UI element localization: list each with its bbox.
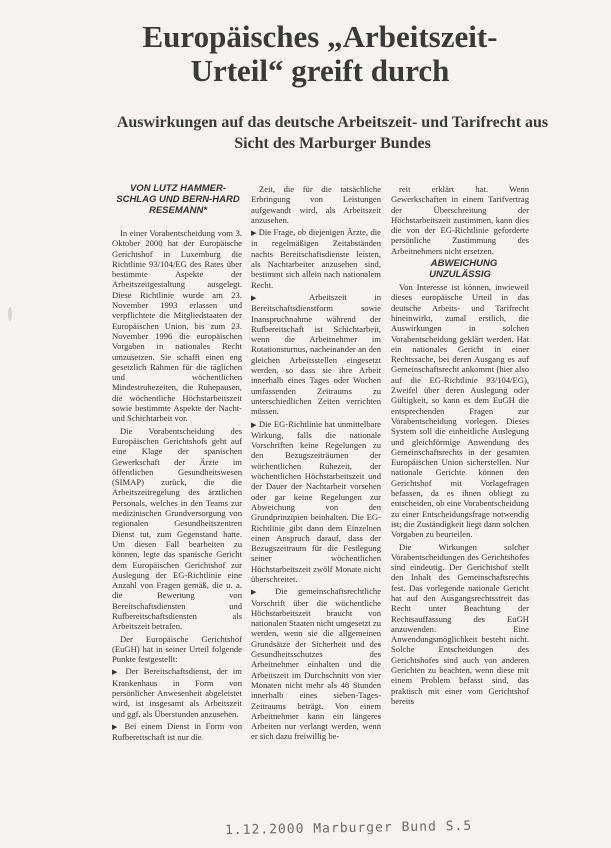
body-paragraph: Die Vorabentscheidung des Europäischen Gerichtshofs geht auf eine Klage der spanischen Gewerkschaft der Ärzte im öffentlichen Gesundheitswesen (SIMAP) zurück, die die Arbeitszeitregelung des ärztlichen Personals, welches in den Teams zur medizinischen Grundversorgung von regionalen Gesundheitszentren Dienst tut, zum Gegenstand hatte. Um diesen Fall bearbeiten zu können, legte das spanische Gericht dem Europäischen Gerichtshof zur Auslegung der EG-Richtlinie eine Anzahl von Fragen gemäß, die u. a. die Bewertung von Bereitschaftsdiensten und Rufbereitschaftsdiensten als Arbeitszeit betrafen. [112,425,242,632]
punch-hole-mark [8,307,12,321]
article-subtitle [60,112,605,154]
bullet-paragraph: ▶ Die gemeinschaftsrechtliche Vorschrift über die wöchentliche Höchstarbeitszeit braucht von nationalen Staaten nicht umgesetzt zu werden, wenn sie die allgemeinen Grundsätze der Sicherheit und des Gesundheitsschutzes des Arbeitnehmer einhalten und die Arbeitszeit im Durchschnitt von vier Monaten nicht mehr als 48 Stunden innerhalb eines sieben-Tages-Zeitraums beträgt. Von einem Arbeitnehmer kann ein längeres Arbeiten nur verlangt werden, wenn er sich dazu freiwillig be- [251,586,381,741]
body-paragraph: Die Wirkungen solcher Vorabentscheidungen des Gerichtshofes sind eindeutig. Der Gerichtshof stellt den Inhalt des Gemeinschaftsrechts fest. Das vorlegende nationale Gericht hat auf den Ausgangsrechtsstreit das Recht unter Beachtung der Rechtsauffassung des EuGH anzuwenden. Eine Anwendungsmöglichkeit besteht nicht. Solche Entscheidungen des Gerichtshofes sind auch von anderen Gerichten zu beachten, wenn diese mit einem Problem befasst sind, das praktisch mit einer vom Gerichtshof bereits [391,541,529,706]
subtitle-line-1: Auswirkungen auf das deutsche Arbeitszeit- und Tarifrecht aus [116,114,549,131]
bullet-paragraph: ▶ Der Bereitschaftsdienst, der im Krankenhaus in Form von persönlicher Anwesenheit abgeleistet wird, ist insgesamt als Arbeitszeit und ggf. als Überstunden anzusehen. [112,666,242,718]
body-paragraph: Von Interesse ist können, inwieweil dieses europäische Urteil in das deutsche Arbeits- und Tarifrecht hineinwirkt, zumal erstlich, die Auswirkungen in solchen Vorabentscheidung geklärt werden. Hat ein nationales Gericht in einer Rechtssache, bei deren Ausgang es auf Gemeinschaftsrecht ankommt (hier also auf die EG-Richtlinie 93/104/EG), Zweifel über deren Auslegung oder Gültigkeit, so kann es dem EuGH die entsprechenden Fragen zur Vorabentscheidung vorlegen. Dieses System soll die einheitliche Auslegung und gleichförmige Anwendung des Gemeinschaftsrechts in der gesamten Europäischen Union sicherstellen. Nur nationale Gerichte können den Gerichtshof mit Vorlagefragen befassen, da es ihnen obliegt zu entscheiden, ob eine Vorabentscheidung zu einer Entscheidungsfrage notwendig ist; die Zuständigkeit liegt dann solchen Vorgaben zu beurteilen. [391,282,529,540]
article-title [40,20,600,88]
handwritten-source-note: 1.12.2000 Marburger Bund S.5 [224,818,473,839]
title-line-1: Europäisches „Arbeitszeit- [142,19,498,54]
article-column-3 [391,184,529,840]
body-paragraph: reit erklärt hat. Wenn Gewerkschaften in einem Tarifvertrag der Überschreitung der Höchstarbeitszeit zustimmen, kann dies die von der EG-Richtlinie geforderte persönliche Zustimmung des Arbeitnehmers nicht ersetzen. [391,184,529,256]
article-column-1 [112,228,242,840]
bullet-paragraph: ▶ Die Frage, ob diejenigen Ärzte, die in regelmäßigen Zeitabständen nachts Bereitschaftsdienste leisten, als Nachtarbeiter anzusehen sind, bestimmt sich allein nach nationalem Recht. [251,227,381,290]
subtitle-line-2: Sicht des Marburger Bundes [234,135,431,152]
bullet-paragraph: ▶ Die EG-Richtlinie hat unmittelbare Wirkung, falls die nationale Vorschriften keine Regelungen zu den Bezugszeiträumen der wöchentlichen Ruhezeit, der wöchentlichen Höchstarbeitszeit und der Dauer der Nachtarbeit vorsehen oder gar keine Regelungen zur Abweichung von den Grundprinzipien beinhalten. Die EG-Richtlinie gibt dann dem Einzelnen einen Anspruch darauf, dass der Bezugszeitraum für die Festlegung seiner wöchentlichen Höchstarbeitszeit zwölf Monate nicht überschreitet. [251,419,381,585]
section-heading: ABWEICHUNG UNZULÄSSIG [429,258,498,281]
bullet-paragraph: ▶ Bei einem Dienst in Form von Rufbereitschaft ist nur die [112,721,242,743]
article-column-2 [251,184,381,840]
body-paragraph: In einer Vorabentscheidung vom 3. Oktober 2000 hat der Europäische Gerichtshof in Luxemburg die Richtlinie 93/104/EG des Rates über bestimmte Aspekte der Arbeitszeitgestaltung ausgelegt. Diese Richtlinie wurde am 23. November 1993 erlassen und verpflichtete die Mitgliedstaaten der Europäischen Union, bis zum 23. November 1996 die europäischen Vorgaben in nationales Recht umzusetzen. Sie schafft einen eng gesetzlich Rahmen für die täglichen und wöchentlichen Mindestruhezeiten, die Ruhepausen, die wöchentliche Höchstarbeitszeit sowie bestimmte Aspekte der Nacht- und Schichtarbeit vor. [112,228,242,424]
title-line-2: Urteil“ greift durch [190,53,450,88]
bullet-paragraph: ▶ Arbeitszeit in Bereitschaftsdienstform sowie Inanspruchnahme während der Rufbereitschaft ist Schichtarbeit, wenn die Arbeitnehmer im Rotationsturnus, nacheinander an den gleichen Arbeitsstellen eingesetzt werden, so dass sie ihre Arbeit innerhalb eines Tages oder Wochen umfassenden Zeitraums zu unterschiedlichen Zeiten verrichten müssen. [251,292,381,417]
body-paragraph: Der Europäische Gerichtshof (EuGH) hat in seiner Urteil folgende Punkte festgestellt: [112,633,242,665]
body-paragraph: Zeit, die für die tatsächliche Erbringung von Leistungen aufgewandt wird, als Arbeitszeit anzusehen. [251,184,381,225]
author-byline: VON LUTZ HAMMER-SCHLAG UND BERN-HARD RESEMANN* [116,183,240,216]
